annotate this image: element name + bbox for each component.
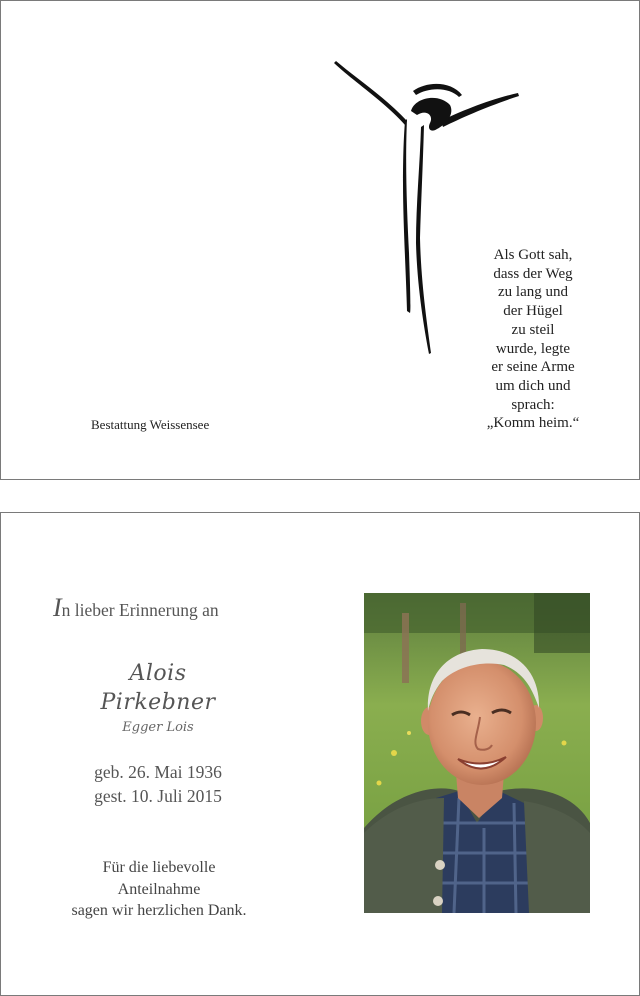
verse-line: um dich und bbox=[495, 377, 571, 394]
thanks-message bbox=[41, 857, 277, 922]
nickname: Egger Lois bbox=[122, 720, 194, 735]
verse-line: Als Gott sah, bbox=[493, 247, 573, 263]
last-name: Pirkebner bbox=[100, 690, 216, 715]
birth-date: geb. 26. Mai 1936 bbox=[94, 762, 222, 782]
verse bbox=[467, 246, 599, 433]
verse-line: „Komm heim.“ bbox=[486, 415, 580, 432]
intro-initial: I bbox=[53, 593, 62, 622]
intro-text: n lieber Erinnerung an bbox=[61, 600, 219, 620]
memorial-intro bbox=[53, 593, 219, 623]
verse-line: er seine Arme bbox=[491, 359, 575, 376]
verse-line: sprach: bbox=[511, 396, 555, 413]
thanks-line: Für die liebevolle bbox=[102, 859, 216, 876]
verse-line: zu steil bbox=[511, 321, 555, 338]
thanks-line: sagen wir herzlichen Dank. bbox=[71, 902, 247, 919]
funeral-home-name: Bestattung Weissensee bbox=[91, 417, 210, 432]
first-name: Alois bbox=[129, 661, 187, 686]
verse-line: der Hügel bbox=[503, 303, 563, 320]
card-back bbox=[0, 512, 640, 996]
verse-line: dass der Weg bbox=[493, 265, 573, 282]
death-date: gest. 10. Juli 2015 bbox=[94, 786, 222, 806]
verse-line: zu lang und bbox=[498, 284, 568, 301]
card-front bbox=[0, 0, 640, 480]
portrait-photo bbox=[364, 593, 590, 913]
verse-line: wurde, legte bbox=[495, 340, 571, 357]
thanks-line: Anteilnahme bbox=[117, 880, 201, 898]
